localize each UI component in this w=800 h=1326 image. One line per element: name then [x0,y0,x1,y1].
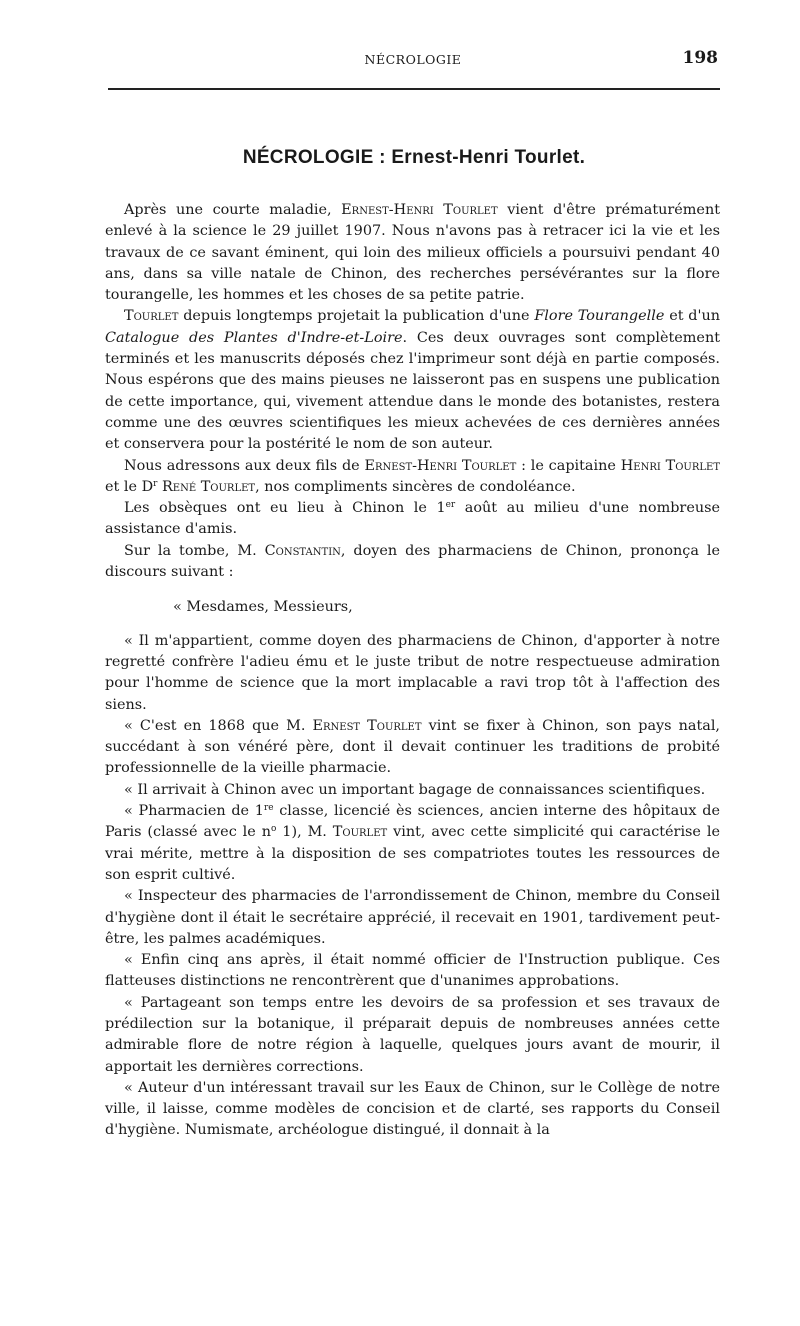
speech-paragraph: « Pharmacien de 1re classe, licencié ès sciences, ancien interne des hôpitaux de Paris (classé avec le $n^o$ 1), M. Tourlet vint, avec cette simplicité qui caractérise le vrai mérite, mettre à la disposition de ses compatriotes toutes les ressources de son esprit cultivé. [105,803,720,883]
person-name: Ernest-Henri Tourlet [364,457,517,474]
article-title: NÉCROLOGIE : Ernest-Henri Tourlet. [242,147,586,168]
running-head: NÉCROLOGIE [364,52,462,67]
person-name: Tourlet [124,308,179,325]
paragraph: Après une courte maladie, Ernest-Henri Tourlet vient d'être prématurément enlevé à la science le 29 juillet 1907. Nous n'avons pas à retracer ici la vie et les travaux de ce savant éminent, qui loin des milieux officiels a poursuivi pendant 40 ans, dans sa ville natale de Chinon, des recherches persévérantes sur la flore tourangelle, les hommes et les choses de sa petite patrie. [105,202,720,304]
speech-paragraph: « Enfin cinq ans après, il était nommé officier de l'Instruction publique. Ces flatteuses distinctions ne rencontrèrent que d'unanimes approbations. [105,952,720,990]
book-title: Catalogue des Plantes d'Indre-et-Loire [105,329,403,346]
person-name: Tourlet [332,824,388,841]
speech-paragraph: « Auteur d'un intéressant travail sur les Eaux de Chinon, sur le Collège de notre ville, il laisse, comme modèles de concision et de clarté, ses rapports du Conseil d'hygiène. Numismate, archéologue distingué, il donnait à la [105,1079,720,1139]
page-number: 198 [682,48,718,68]
person-name: Henri Tourlet [620,457,720,474]
header-rule [108,88,720,90]
speech-salutation: « Mesdames, Messieurs, [173,599,353,616]
article-body [105,200,720,1142]
person-name: Constantin [264,542,341,559]
paragraph: Tourlet depuis longtemps projetait la publication d'une Flore Tourangelle et d'un Catalogue des Plantes d'Indre-et-Loire. Ces deux ouvrages sont complètement terminés et les manuscrits déposés chez l'imprimeur sont déjà en partie composés. Nous espérons que des mains pieuses ne laisseront pas en suspens une publication de cette importance, qui, vivement attendue dans le monde des botanistes, restera comme une des œuvres scientifiques les mieux achevées de ces dernières années et conservera pour la postérité le nom de son auteur. [105,308,721,453]
page-header [108,50,718,72]
book-title: Flore Tourangelle [534,308,665,325]
speech-paragraph: « Il m'appartient, comme doyen des pharmaciens de Chinon, d'apporter à notre regretté confrère l'adieu ému et le juste tribut de notre respectueuse admiration pour l'homme de science que la mort implacable a ravi trop tôt à l'affection des siens. [105,632,720,713]
speech-paragraph: « C'est en 1868 que M. Ernest Tourlet vint se fixer à Chinon, son pays natal, succédant à son vénéré père, dont il devait continuer les traditions de probité professionnelle de la vieille pharmacie. [105,717,721,777]
person-name: René Tourlet [161,478,256,495]
paragraph: Les obsèques ont eu lieu à Chinon le 1er août au milieu d'une nombreuse assistance d'amis. [105,500,720,538]
person-name: Ernest Tourlet [312,717,422,734]
speech-paragraph: « Il arrivait à Chinon avec un important bagage de connaissances scientifiques. [124,781,706,798]
paragraph: Sur la tombe, M. Constantin, doyen des pharmaciens de Chinon, prononça le discours suivant : [105,542,720,581]
speech-paragraph: « Partageant son temps entre les devoirs de sa profession et ses travaux de prédilection sur la botanique, il préparait depuis de nombreuses années cette admirable flore de notre région à laquelle, quelques jours avant de mourir, il apportait les dernières corrections. [105,994,720,1075]
paragraph: Nous adressons aux deux fils de Ernest-Henri Tourlet : le capitaine Henri Tourlet et le $D^r$ René Tourlet, nos compliments sincères de condoléance. [105,457,720,495]
person-name: Ernest-Henri Tourlet [341,202,498,218]
speech-paragraph: « Inspecteur des pharmacies de l'arrondissement de Chinon, membre du Conseil d'hygiène dont il était le secrétaire apprécié, il recevait en 1901, tardivement peut-être, les palmes académiques. [105,888,720,947]
